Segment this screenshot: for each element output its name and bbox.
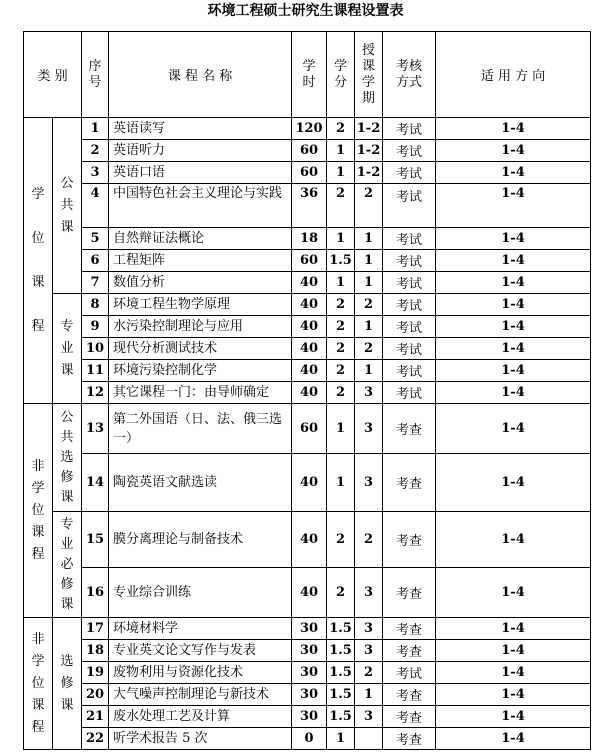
course-name-cell: 膜分离理论与制备技术	[109, 512, 292, 568]
direction-cell: 1-4	[436, 360, 591, 382]
table-row	[24, 250, 591, 272]
header-term: 授 课 学 期	[355, 32, 383, 118]
term-cell: 3	[355, 404, 383, 454]
exam-cell: 考试	[383, 662, 436, 684]
hours-cell: 40	[292, 568, 327, 618]
header-row	[24, 32, 591, 118]
credits-cell: 2	[327, 316, 355, 338]
hours-cell: 60	[292, 404, 327, 454]
table-row	[24, 382, 591, 404]
seq-cell: 2	[82, 140, 109, 162]
header-exam: 考核 方式	[383, 32, 436, 118]
direction-cell: 1-4	[436, 684, 591, 706]
exam-cell: 考查	[383, 404, 436, 454]
seq-cell: 12	[82, 382, 109, 404]
seq-cell: 22	[82, 728, 109, 750]
credits-cell: 1.5	[327, 684, 355, 706]
course-name-cell: 环境污染控制化学	[109, 360, 292, 382]
direction-cell: 1-4	[436, 568, 591, 618]
group-degree: 学 位 课 程	[24, 118, 53, 404]
term-cell: 1-2	[355, 118, 383, 140]
header-credits: 学 分	[327, 32, 355, 118]
course-name-cell: 现代分析测试技术	[109, 338, 292, 360]
direction-cell: 1-4	[436, 250, 591, 272]
term-cell: 2	[355, 512, 383, 568]
table-row	[24, 706, 591, 728]
exam-cell: 考试	[383, 382, 436, 404]
term-cell: 3	[355, 640, 383, 662]
credits-cell: 1	[327, 228, 355, 250]
seq-cell: 13	[82, 404, 109, 454]
seq-cell: 10	[82, 338, 109, 360]
hours-cell: 0	[292, 728, 327, 750]
course-name-cell: 水污染控制理论与应用	[109, 316, 292, 338]
credits-cell: 2	[327, 360, 355, 382]
hours-cell: 40	[292, 338, 327, 360]
credits-cell: 1	[327, 140, 355, 162]
table-row	[24, 728, 591, 750]
term-cell: 2	[355, 184, 383, 228]
exam-cell: 考查	[383, 454, 436, 512]
course-name-cell: 英语听力	[109, 140, 292, 162]
course-name-cell: 废水处理工艺及计算	[109, 706, 292, 728]
credits-cell: 1	[327, 728, 355, 750]
seq-cell: 4	[82, 184, 109, 228]
table-row	[24, 618, 591, 640]
header-hours: 学 时	[292, 32, 327, 118]
seq-cell: 20	[82, 684, 109, 706]
seq-cell: 17	[82, 618, 109, 640]
exam-cell: 考试	[383, 184, 436, 228]
course-name-cell: 中国特色社会主义理论与实践	[109, 184, 292, 228]
table-row	[24, 272, 591, 294]
group-major: 专 业 课	[53, 294, 82, 404]
table-row	[24, 512, 591, 568]
document-title: 环境工程硕士研究生课程设置表	[207, 3, 404, 19]
hours-cell: 40	[292, 272, 327, 294]
table-row	[24, 454, 591, 512]
direction-cell: 1-4	[436, 662, 591, 684]
hours-cell: 40	[292, 512, 327, 568]
credits-cell: 2	[327, 294, 355, 316]
term-cell: 3	[355, 382, 383, 404]
header-course-name: 课 程 名 称	[109, 32, 292, 118]
seq-cell: 1	[82, 118, 109, 140]
exam-cell: 考查	[383, 512, 436, 568]
table-row	[24, 684, 591, 706]
direction-cell: 1-4	[436, 228, 591, 250]
hours-cell: 40	[292, 316, 327, 338]
credits-cell: 1	[327, 272, 355, 294]
term-cell	[355, 728, 383, 750]
exam-cell: 考试	[383, 140, 436, 162]
term-cell: 3	[355, 454, 383, 512]
direction-cell: 1-4	[436, 272, 591, 294]
group-nondegree-1: 非 学 位 课 程	[24, 404, 53, 618]
term-cell: 2	[355, 338, 383, 360]
group-public: 公 共 课	[53, 118, 82, 294]
hours-cell: 60	[292, 162, 327, 184]
direction-cell: 1-4	[436, 140, 591, 162]
credits-cell: 2	[327, 512, 355, 568]
seq-cell: 18	[82, 640, 109, 662]
table-row	[24, 568, 591, 618]
hours-cell: 40	[292, 294, 327, 316]
seq-cell: 11	[82, 360, 109, 382]
credits-cell: 1.5	[327, 250, 355, 272]
hours-cell: 30	[292, 684, 327, 706]
table-row	[24, 404, 591, 454]
direction-cell: 1-4	[436, 118, 591, 140]
exam-cell: 考试	[383, 162, 436, 184]
exam-cell: 考查	[383, 640, 436, 662]
direction-cell: 1-4	[436, 294, 591, 316]
table-row	[24, 228, 591, 250]
group-public-elective: 公 共 选 修 课	[53, 404, 82, 512]
direction-cell: 1-4	[436, 640, 591, 662]
header-category: 类 别	[24, 32, 82, 118]
exam-cell: 考试	[383, 360, 436, 382]
credits-cell: 2	[327, 568, 355, 618]
direction-cell: 1-4	[436, 454, 591, 512]
seq-cell: 5	[82, 228, 109, 250]
direction-cell: 1-4	[436, 706, 591, 728]
seq-cell: 8	[82, 294, 109, 316]
course-name-cell: 其它课程一门：由导师确定	[109, 382, 292, 404]
term-cell: 3	[355, 618, 383, 640]
seq-cell: 15	[82, 512, 109, 568]
hours-cell: 36	[292, 184, 327, 228]
course-table	[23, 31, 591, 750]
credits-cell: 2	[327, 184, 355, 228]
seq-cell: 16	[82, 568, 109, 618]
seq-cell: 21	[82, 706, 109, 728]
term-cell: 1	[355, 684, 383, 706]
term-cell: 1	[355, 250, 383, 272]
credits-cell: 1.5	[327, 618, 355, 640]
term-cell: 1	[355, 316, 383, 338]
credits-cell: 1	[327, 162, 355, 184]
seq-cell: 6	[82, 250, 109, 272]
term-cell: 3	[355, 706, 383, 728]
hours-cell: 120	[292, 118, 327, 140]
term-cell: 1	[355, 360, 383, 382]
direction-cell: 1-4	[436, 404, 591, 454]
header-seq: 序 号	[82, 32, 109, 118]
credits-cell: 2	[327, 118, 355, 140]
seq-cell: 19	[82, 662, 109, 684]
table-row	[24, 118, 591, 140]
credits-cell: 2	[327, 338, 355, 360]
hours-cell: 30	[292, 640, 327, 662]
course-name-cell: 工程矩阵	[109, 250, 292, 272]
table-row	[24, 662, 591, 684]
hours-cell: 60	[292, 140, 327, 162]
direction-cell: 1-4	[436, 184, 591, 228]
course-name-cell: 听学术报告 5 次	[109, 728, 292, 750]
hours-cell: 30	[292, 662, 327, 684]
table-row	[24, 294, 591, 316]
exam-cell: 考查	[383, 568, 436, 618]
direction-cell: 1-4	[436, 162, 591, 184]
table-row	[24, 360, 591, 382]
course-name-cell: 英语读写	[109, 118, 292, 140]
exam-cell: 考试	[383, 294, 436, 316]
seq-cell: 14	[82, 454, 109, 512]
course-name-cell: 第二外国语（日、法、俄三选一）	[109, 404, 292, 454]
seq-cell: 7	[82, 272, 109, 294]
course-name-cell: 环境工程生物学原理	[109, 294, 292, 316]
exam-cell: 考查	[383, 618, 436, 640]
direction-cell: 1-4	[436, 728, 591, 750]
credits-cell: 2	[327, 382, 355, 404]
credits-cell: 1	[327, 404, 355, 454]
credits-cell: 1.5	[327, 662, 355, 684]
course-name-cell: 环境材料学	[109, 618, 292, 640]
table-row	[24, 162, 591, 184]
group-elective: 选 修 课	[53, 618, 82, 750]
direction-cell: 1-4	[436, 338, 591, 360]
credits-cell: 1.5	[327, 706, 355, 728]
course-name-cell: 专业综合训练	[109, 568, 292, 618]
exam-cell: 考查	[383, 706, 436, 728]
table-row	[24, 640, 591, 662]
course-name-cell: 大气噪声控制理论与新技术	[109, 684, 292, 706]
term-cell: 1	[355, 272, 383, 294]
term-cell: 1-2	[355, 140, 383, 162]
direction-cell: 1-4	[436, 382, 591, 404]
term-cell: 2	[355, 294, 383, 316]
seq-cell: 9	[82, 316, 109, 338]
direction-cell: 1-4	[436, 512, 591, 568]
credits-cell: 1.5	[327, 640, 355, 662]
course-name-cell: 数值分析	[109, 272, 292, 294]
table-row	[24, 338, 591, 360]
group-nondegree-2: 非 学 位 课 程	[24, 618, 53, 750]
course-name-cell: 自然辩证法概论	[109, 228, 292, 250]
exam-cell: 考试	[383, 316, 436, 338]
hours-cell: 60	[292, 250, 327, 272]
term-cell: 1	[355, 228, 383, 250]
header-direction: 适 用 方 向	[436, 32, 591, 118]
group-major-required: 专 业 必 修 课	[53, 512, 82, 618]
hours-cell: 40	[292, 360, 327, 382]
table-row	[24, 316, 591, 338]
course-name-cell: 专业英文论文写作与发表	[109, 640, 292, 662]
exam-cell: 考查	[383, 684, 436, 706]
direction-cell: 1-4	[436, 618, 591, 640]
hours-cell: 18	[292, 228, 327, 250]
exam-cell: 考试	[383, 250, 436, 272]
course-name-cell: 陶瓷英语文献选读	[109, 454, 292, 512]
course-name-cell: 废物利用与资源化技术	[109, 662, 292, 684]
table-row	[24, 184, 591, 228]
direction-cell: 1-4	[436, 316, 591, 338]
term-cell: 3	[355, 568, 383, 618]
term-cell: 2	[355, 662, 383, 684]
hours-cell: 30	[292, 618, 327, 640]
seq-cell: 3	[82, 162, 109, 184]
exam-cell: 考试	[383, 272, 436, 294]
exam-cell: 考试	[383, 338, 436, 360]
exam-cell: 考试	[383, 118, 436, 140]
table-row	[24, 140, 591, 162]
hours-cell: 40	[292, 454, 327, 512]
course-name-cell: 英语口语	[109, 162, 292, 184]
hours-cell: 30	[292, 706, 327, 728]
term-cell: 1-2	[355, 162, 383, 184]
credits-cell: 1	[327, 454, 355, 512]
hours-cell: 40	[292, 382, 327, 404]
exam-cell: 考试	[383, 228, 436, 250]
exam-cell: 考查	[383, 728, 436, 750]
